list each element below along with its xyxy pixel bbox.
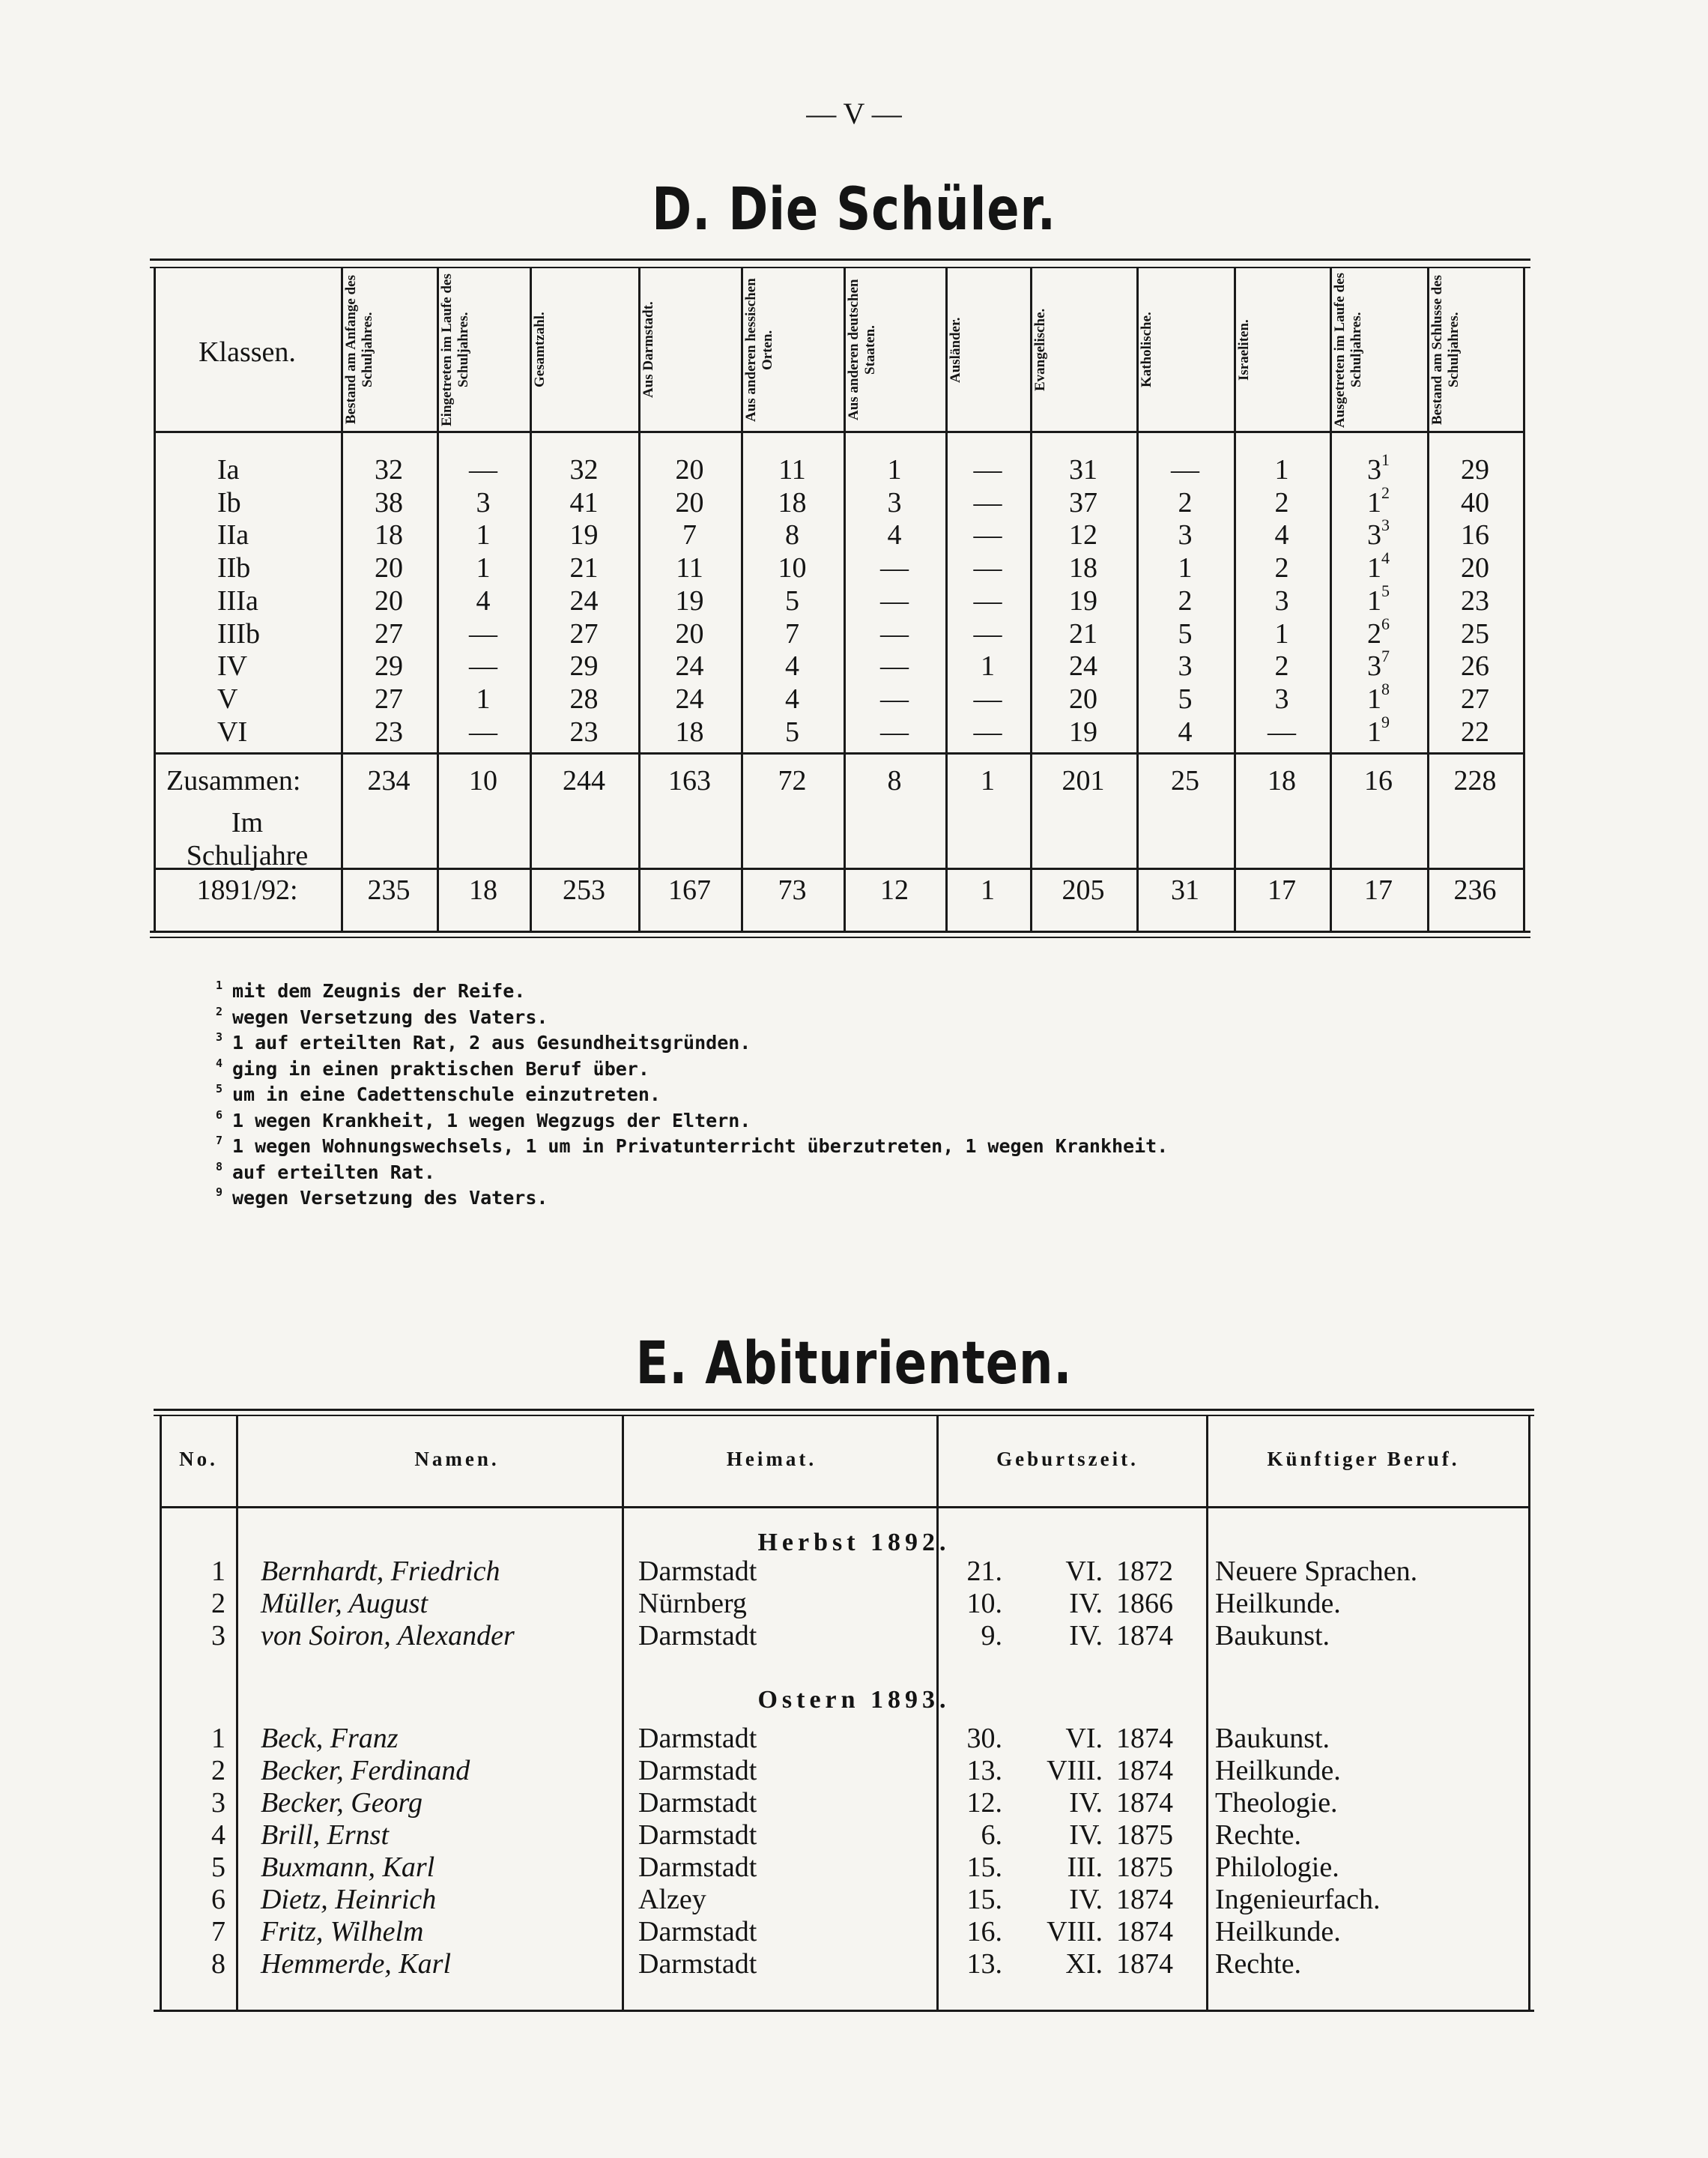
entry-number: 1 [211, 1723, 225, 1754]
class-label: IIIa [217, 585, 258, 617]
total-cell: 244 [563, 765, 605, 797]
klassen-header: Klassen. [199, 336, 296, 368]
table-d-cell: 27 [569, 618, 599, 650]
entry-number: 2 [211, 1755, 225, 1786]
footnote-text: auf erteilten Rat. [232, 1161, 435, 1183]
table-d-cell: 4 [785, 650, 799, 682]
footnote [216, 1057, 649, 1080]
entry-name: Fritz, Wilhelm [261, 1916, 424, 1947]
entry-month: XI. [1065, 1948, 1103, 1980]
entry-home: Darmstadt [638, 1819, 757, 1851]
entry-job: Baukunst. [1215, 1620, 1330, 1651]
column-header: Katholische. [1139, 312, 1154, 388]
entry-home: Darmstadt [638, 1852, 757, 1883]
entry-month: VI. [1065, 1723, 1103, 1754]
total-cell: 234 [367, 765, 411, 797]
entry-day: 12. [966, 1787, 1002, 1819]
footnote-marker: 8 [1381, 680, 1390, 698]
entry-number: 2 [211, 1588, 225, 1619]
table-d-cell: 38 [375, 487, 403, 519]
table-d-cell: 10 [778, 552, 807, 584]
prev-year-label-2: Schuljahre [186, 840, 309, 871]
total-cell: 25 [1171, 765, 1199, 797]
footnote-number: 2 [216, 1005, 223, 1018]
entry-year: 1874 [1116, 1755, 1173, 1786]
table-d-cell: 2 [1274, 650, 1289, 682]
entry-name: Müller, August [261, 1588, 428, 1619]
footnote [216, 1185, 548, 1209]
entry-day: 21. [966, 1556, 1002, 1587]
prev-year-cell: 1 [981, 874, 995, 906]
table-d-cell: 1 [1274, 454, 1289, 486]
table-d-cell: 29 [1461, 454, 1489, 486]
table-d-total-rule [155, 752, 1524, 755]
table-d-cell: 1 [476, 519, 491, 551]
total-cell: 163 [668, 765, 711, 797]
table-d-cell: — [973, 487, 1002, 519]
column-header: Bestand am Anfange des Schuljahres. [343, 275, 375, 425]
footnote-text: 1 auf erteilten Rat, 2 aus Gesundheitsgründen. [232, 1032, 751, 1054]
footnote-text: wegen Versetzung des Vaters. [232, 1187, 548, 1209]
table-d-cell: 24 [1069, 650, 1097, 682]
table-d-cell: 23 [569, 716, 599, 748]
prev-year-cell: 205 [1062, 874, 1105, 906]
table-d-cell: 3 [1178, 650, 1193, 682]
table-d-cell: 5 [1178, 618, 1193, 650]
entry-month: IV. [1069, 1787, 1103, 1819]
table-d-cell: — [880, 716, 909, 748]
entry-day: 13. [966, 1948, 1002, 1980]
table-d-cell: 11 [676, 552, 703, 584]
class-label: IIa [217, 519, 249, 551]
entry-month: III. [1067, 1852, 1103, 1883]
entry-number: 5 [211, 1852, 225, 1883]
table-d-cell: 20 [675, 618, 704, 650]
table-d-cell: 3 [1274, 585, 1289, 617]
total-cell: 72 [778, 765, 807, 797]
column-header: Ausländer. [948, 317, 963, 383]
prev-year-cell: 17 [1364, 874, 1393, 906]
entry-job: Philologie. [1215, 1852, 1339, 1883]
table-d-cell: 18 [778, 487, 807, 519]
prev-year-cell: 17 [1268, 874, 1296, 906]
table-d-cell: — [469, 454, 497, 486]
entry-month: IV. [1069, 1620, 1103, 1651]
footnote-marker: 1 [1381, 450, 1390, 469]
entry-month: IV. [1069, 1819, 1103, 1851]
entry-name: von Soiron, Alexander [261, 1620, 515, 1651]
table-d-cell: 5 [785, 716, 799, 748]
table-d-cell: 23 [1461, 585, 1489, 617]
entry-year: 1875 [1116, 1852, 1173, 1883]
table-d-cell: — [973, 454, 1002, 486]
entry-number: 3 [211, 1620, 225, 1651]
entry-job: Neuere Sprachen. [1215, 1556, 1418, 1587]
table-d-cell: 20 [375, 585, 403, 617]
table-d-cell: 24 [675, 683, 704, 715]
table-d-cell: — [880, 683, 909, 715]
footnote-number: 4 [216, 1057, 223, 1070]
table-d-cell: — [1268, 716, 1296, 748]
table-d-cell: 22 [1461, 716, 1489, 748]
column-header: Gesamtzahl. [532, 312, 548, 388]
table-d-cell: 27 [1461, 683, 1489, 715]
footnote-number: 9 [216, 1185, 223, 1199]
footnote-text: 1 wegen Krankheit, 1 wegen Wegzugs der Eltern. [232, 1110, 751, 1131]
column-header: Bestand am Schlusse des Schuljahres. [1429, 274, 1462, 426]
table-d-cell: — [973, 683, 1002, 715]
table-d-cell: — [1171, 454, 1199, 486]
prev-year-cell: 18 [469, 874, 497, 906]
table-d-cell: 2$^6$ [1367, 614, 1390, 650]
table-d-cell: 19 [1069, 585, 1097, 617]
section-e-title: E. Abiturienten. [635, 1330, 1073, 1397]
footnote-marker: 2 [1381, 483, 1390, 502]
prev-year-label-3: 1891/92: [196, 874, 298, 906]
entry-name: Hemmerde, Karl [261, 1948, 451, 1980]
header-heimat: Heimat. [726, 1448, 817, 1470]
footnote-number: 5 [216, 1082, 223, 1095]
footnote-marker: 7 [1381, 647, 1390, 665]
header-namen: Namen. [414, 1448, 500, 1470]
table-d-cell: 32 [375, 454, 403, 486]
table-d-cell: 1$^9$ [1367, 713, 1390, 748]
table-d-cell: 31 [1069, 454, 1097, 486]
table-d-cell: — [880, 618, 909, 650]
table-d-cell: 19 [1069, 716, 1097, 748]
total-cell: 1 [981, 765, 995, 797]
entry-home: Darmstadt [638, 1916, 757, 1947]
table-d-cell: 27 [375, 618, 403, 650]
entry-year: 1874 [1116, 1620, 1173, 1651]
entry-home: Darmstadt [638, 1620, 757, 1651]
table-d-cell: 3$^7$ [1367, 647, 1390, 682]
total-cell: 18 [1268, 765, 1296, 797]
prev-year-cell: 73 [778, 874, 807, 906]
table-d-cell: 40 [1461, 487, 1489, 519]
entry-home: Darmstadt [638, 1755, 757, 1786]
entry-job: Heilkunde. [1215, 1916, 1341, 1947]
group-heading: Ostern 1893. [757, 1686, 951, 1714]
entry-job: Theologie. [1215, 1787, 1338, 1819]
entry-home: Nürnberg [638, 1588, 747, 1619]
table-d-cell: 20 [1461, 552, 1489, 584]
entry-home: Alzey [638, 1884, 706, 1915]
footnote [216, 979, 526, 1002]
class-label: VI [217, 716, 248, 748]
entry-year: 1872 [1116, 1556, 1173, 1587]
entry-year: 1874 [1116, 1948, 1173, 1980]
table-d-cell: 2 [1178, 585, 1193, 617]
table-d-cell: 3 [887, 487, 902, 519]
table-d-cell: 3$^1$ [1367, 450, 1390, 486]
table-d-cell: 7 [682, 519, 697, 551]
entry-month: VI. [1065, 1556, 1103, 1587]
table-d-cell: 3 [476, 487, 491, 519]
table-d-cell: 2 [1274, 487, 1289, 519]
entry-year: 1874 [1116, 1884, 1173, 1915]
table-d-cell: 1$^5$ [1367, 581, 1390, 617]
table-d-cell: 16 [1461, 519, 1489, 551]
total-cell: 8 [887, 765, 902, 797]
table-d-cell: 27 [375, 683, 403, 715]
table-d-cell: — [973, 618, 1002, 650]
entry-number: 1 [211, 1556, 225, 1587]
total-cell: 228 [1453, 765, 1497, 797]
table-d-right-border [1523, 268, 1525, 932]
total-label: Zusammen: [166, 765, 301, 797]
column-header: Israeliten. [1236, 319, 1252, 381]
table-e-top-rule-2 [154, 1415, 1534, 1416]
table-d-cell: 20 [1069, 683, 1097, 715]
table-d-cell: 32 [569, 454, 599, 486]
table-d-cell: 41 [569, 487, 599, 519]
table-d-cell: 24 [675, 650, 704, 682]
table-d-cell: 1 [887, 454, 902, 486]
table-e-bottom-rule [154, 2010, 1534, 2012]
entry-day: 15. [966, 1884, 1002, 1915]
table-d-cell: 5 [785, 585, 799, 617]
footnote [216, 1134, 1169, 1157]
entry-name: Bernhardt, Friedrich [261, 1556, 500, 1587]
table-d-cell: 1 [981, 650, 995, 682]
table-d-cell: 8 [785, 519, 799, 551]
entry-number: 6 [211, 1884, 225, 1915]
table-d-cell: 21 [1069, 618, 1097, 650]
table-d-cell: 11 [778, 454, 806, 486]
entry-home: Darmstadt [638, 1556, 757, 1587]
entry-year: 1875 [1116, 1819, 1173, 1851]
table-d-cell: — [880, 650, 909, 682]
table-d-cell: — [973, 519, 1002, 551]
entry-day: 30. [966, 1723, 1002, 1754]
column-header: Aus Darmstadt. [640, 301, 656, 399]
entry-month: VIII. [1047, 1916, 1103, 1947]
table-d-cell: 20 [675, 487, 704, 519]
table-d-cell: 1$^8$ [1367, 680, 1390, 715]
footnote-number: 7 [216, 1134, 223, 1147]
table-d-cell: 18 [675, 716, 704, 748]
entry-name: Brill, Ernst [261, 1819, 390, 1851]
entry-day: 9. [981, 1620, 1002, 1651]
column-header: Aus anderen hessischen Orten. [743, 278, 775, 422]
column-header: Evangelische. [1032, 308, 1048, 392]
footnote-number: 3 [216, 1030, 223, 1044]
header-geburtszeit: Geburtszeit. [996, 1448, 1139, 1470]
footnote-number: 1 [216, 979, 223, 992]
entry-number: 7 [211, 1916, 225, 1947]
column-header: Eingetreten im Laufe des Schuljahres. [439, 273, 471, 426]
table-d-cell: 19 [675, 585, 704, 617]
table-d-cell: 4 [476, 585, 491, 617]
header-beruf: Künftiger Beruf. [1267, 1448, 1460, 1470]
table-d-cell: — [973, 552, 1002, 584]
page-number: — V — [806, 97, 902, 130]
table-d-cell: — [973, 585, 1002, 617]
table-d-cell: 20 [375, 552, 403, 584]
table-d-top-rule-2 [150, 267, 1530, 268]
section-d-title: D. Die Schüler. [652, 176, 1056, 244]
entry-job: Baukunst. [1215, 1723, 1330, 1754]
entry-day: 16. [966, 1916, 1002, 1947]
prev-year-cell: 235 [367, 874, 411, 906]
table-d-cell: 3 [1178, 519, 1193, 551]
footnote-number: 8 [216, 1160, 223, 1173]
footnote-marker: 3 [1381, 516, 1390, 534]
prev-year-cell: 253 [563, 874, 605, 906]
footnote-text: wegen Versetzung des Vaters. [232, 1006, 548, 1028]
table-d-cell: 25 [1461, 618, 1489, 650]
footnote [216, 1082, 661, 1105]
table-d-cell: 2 [1274, 552, 1289, 584]
footnote-marker: 4 [1381, 548, 1390, 567]
column-header: Ausgetreten im Laufe des Schuljahres. [1332, 272, 1364, 428]
entry-year: 1874 [1116, 1723, 1173, 1754]
entry-home: Darmstadt [638, 1787, 757, 1819]
entry-name: Beck, Franz [261, 1723, 399, 1754]
entry-year: 1874 [1116, 1787, 1173, 1819]
table-d-prev-rule [155, 868, 1524, 870]
prev-year-cell: 236 [1453, 874, 1497, 906]
entry-name: Becker, Georg [261, 1787, 423, 1819]
table-d-bottom-rule-2 [150, 937, 1530, 938]
table-d-bottom-rule [150, 931, 1530, 933]
table-d-cell: 1 [476, 683, 491, 715]
table-d-cell: 28 [569, 683, 599, 715]
column-header: Aus anderen deutschen Staaten. [846, 279, 878, 421]
group-heading: Herbst 1892. [757, 1529, 951, 1556]
entry-job: Rechte. [1215, 1819, 1302, 1851]
table-e-header-rule [161, 1506, 1530, 1508]
table-d-cell: — [880, 585, 909, 617]
prev-year-label-1: Im [231, 807, 264, 838]
table-d-cell: — [469, 650, 497, 682]
table-d-cell: — [880, 552, 909, 584]
entry-day: 15. [966, 1852, 1002, 1883]
prev-year-cell: 167 [668, 874, 711, 906]
table-d-cell: 4 [785, 683, 799, 715]
table-d-cell: — [469, 716, 497, 748]
table-d-cell: 18 [1069, 552, 1097, 584]
entry-month: IV. [1069, 1884, 1103, 1915]
table-d-cell: 4 [1274, 519, 1289, 551]
prev-year-cell: 31 [1171, 874, 1199, 906]
table-d-cell: 3 [1274, 683, 1289, 715]
table-d-cell: 4 [1178, 716, 1193, 748]
footnote-marker: 6 [1381, 614, 1390, 633]
class-label: Ib [217, 487, 241, 519]
footnote-text: mit dem Zeugnis der Reife. [232, 980, 526, 1002]
table-d-cell: 1 [1178, 552, 1193, 584]
table-d-cell: — [973, 716, 1002, 748]
footnote [216, 1005, 548, 1028]
footnote-marker: 9 [1381, 713, 1390, 731]
table-d-header-rule [155, 431, 1524, 433]
footnote [216, 1030, 751, 1054]
table-d-cell: 18 [375, 519, 403, 551]
table-d-cell: 21 [569, 552, 599, 584]
class-label: IIb [217, 552, 251, 584]
entry-day: 10. [966, 1588, 1002, 1619]
entry-home: Darmstadt [638, 1723, 757, 1754]
entry-day: 6. [981, 1819, 1002, 1851]
entry-day: 13. [966, 1755, 1002, 1786]
table-d-top-rule [150, 259, 1530, 261]
header-no: No. [179, 1448, 218, 1470]
entry-home: Darmstadt [638, 1948, 757, 1980]
table-d-cell: 1$^2$ [1367, 483, 1390, 519]
entry-month: VIII. [1047, 1755, 1103, 1786]
entry-number: 4 [211, 1819, 225, 1851]
entry-name: Becker, Ferdinand [261, 1755, 470, 1786]
entry-name: Dietz, Heinrich [261, 1884, 437, 1915]
table-d-cell: 7 [785, 618, 799, 650]
footnote [216, 1160, 435, 1183]
table-d-cell: 3$^3$ [1367, 516, 1390, 551]
entry-job: Rechte. [1215, 1948, 1302, 1980]
class-label: Ia [217, 454, 240, 486]
table-d-cell: 37 [1069, 487, 1097, 519]
entry-name: Buxmann, Karl [261, 1852, 435, 1883]
total-cell: 16 [1364, 765, 1393, 797]
footnote-text: ging in einen praktischen Beruf über. [232, 1058, 649, 1080]
entry-job: Ingenieurfach. [1215, 1884, 1381, 1915]
table-d-cell: 29 [569, 650, 599, 682]
table-d-cell: 4 [887, 519, 902, 551]
table-d-cell: 26 [1461, 650, 1489, 682]
table-d-cell: 5 [1178, 683, 1193, 715]
class-label: V [217, 683, 238, 715]
table-d-cell: 1 [1274, 618, 1289, 650]
entry-month: IV. [1069, 1588, 1103, 1619]
table-d-cell: 20 [675, 454, 704, 486]
entry-number: 8 [211, 1948, 225, 1980]
footnote-text: um in eine Cadettenschule einzutreten. [232, 1083, 661, 1105]
footnote [216, 1108, 751, 1131]
footnote-marker: 5 [1381, 581, 1390, 600]
table-d-cell: 23 [375, 716, 403, 748]
table-e-top-rule [154, 1409, 1534, 1411]
total-cell: 201 [1062, 765, 1105, 797]
prev-year-cell: 12 [880, 874, 909, 906]
class-label: IIIb [217, 618, 260, 650]
table-d-cell: 2 [1178, 487, 1193, 519]
entry-year: 1874 [1116, 1916, 1173, 1947]
total-cell: 10 [469, 765, 497, 797]
table-d-cell: 19 [569, 519, 599, 551]
footnote-text: 1 wegen Wohnungswechsels, 1 um in Privatunterricht überzutreten, 1 wegen Krankheit. [232, 1135, 1169, 1157]
table-d-cell: 1 [476, 552, 491, 584]
table-d-cell: 1$^4$ [1367, 548, 1390, 584]
entry-job: Heilkunde. [1215, 1588, 1341, 1619]
table-d-cell: 12 [1069, 519, 1097, 551]
footnote-number: 6 [216, 1108, 223, 1122]
entry-job: Heilkunde. [1215, 1755, 1341, 1786]
entry-number: 3 [211, 1787, 225, 1819]
table-d-cell: 29 [375, 650, 403, 682]
table-d-cell: — [469, 618, 497, 650]
table-d-cell: 24 [569, 585, 599, 617]
entry-year: 1866 [1116, 1588, 1173, 1619]
class-label: IV [217, 650, 248, 682]
